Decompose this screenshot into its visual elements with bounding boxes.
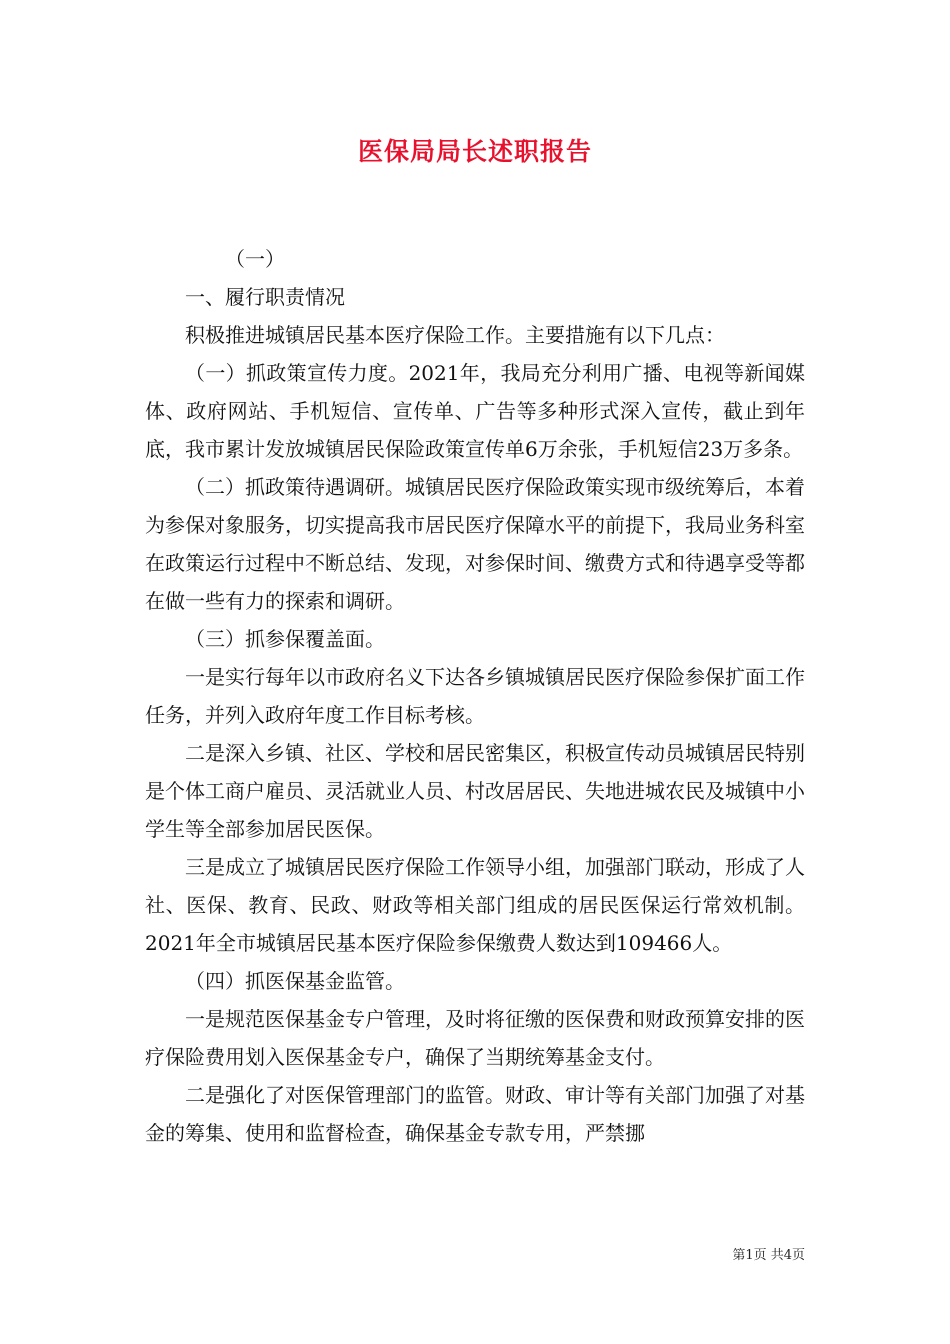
paragraph: 二是深入乡镇、社区、学校和居民密集区，积极宣传动员城镇居民特别是个体工商户雇员、灵活就业人员、村改居居民、失地进城农民及城镇中小学生等全部参加居民医保。 xyxy=(145,741,805,841)
paragraph: （四）抓医保基金监管。 xyxy=(185,969,405,993)
paragraph: 积极推进城镇居民基本医疗保险工作。主要措施有以下几点： xyxy=(185,323,725,347)
paragraph: 一是实行每年以市政府名义下达各乡镇城镇居民医疗保险参保扩面工作任务，并列入政府年度工作目标考核。 xyxy=(145,665,805,727)
paragraph: （三）抓参保覆盖面。 xyxy=(185,627,385,651)
paragraph: 二是强化了对医保管理部门的监管。财政、审计等有关部门加强了对基金的筹集、使用和监督检查，确保基金专款专用，严禁挪 xyxy=(145,1083,805,1145)
paragraph: （一）抓政策宣传力度。2021年，我局充分利用广播、电视等新闻媒体、政府网站、手机短信、宣传单、广告等多种形式深入宣传，截止到年底，我市累计发放城镇居民保险政策宣传单6万余张，手机短信23万多条。 xyxy=(145,361,805,461)
section-heading: 一、履行职责情况 xyxy=(185,285,345,309)
paragraph: （二）抓政策待遇调研。城镇居民医疗保险政策实现市级统筹后，本着为参保对象服务，切实提高我市居民医疗保障水平的前提下，我局业务科室在政策运行过程中不断总结、发现，对参保时间、缴费方式和待遇享受等都在做一些有力的探索和调研。 xyxy=(145,475,805,613)
section-marker: （一） xyxy=(225,247,285,271)
paragraph: 三是成立了城镇居民医疗保险工作领导小组，加强部门联动，形成了人社、医保、教育、民政、财政等相关部门组成的居民医保运行常效机制。2021年全市城镇居民基本医疗保险参保缴费人数达到109466人。 xyxy=(145,855,805,955)
paragraph: 一是规范医保基金专户管理，及时将征缴的医保费和财政预算安排的医疗保险费用划入医保基金专户，确保了当期统筹基金支付。 xyxy=(145,1007,805,1069)
document-title: 医保局局长述职报告 xyxy=(357,137,592,166)
page-number: 第1页 共4页 xyxy=(732,1248,805,1263)
document-body xyxy=(145,240,805,1152)
